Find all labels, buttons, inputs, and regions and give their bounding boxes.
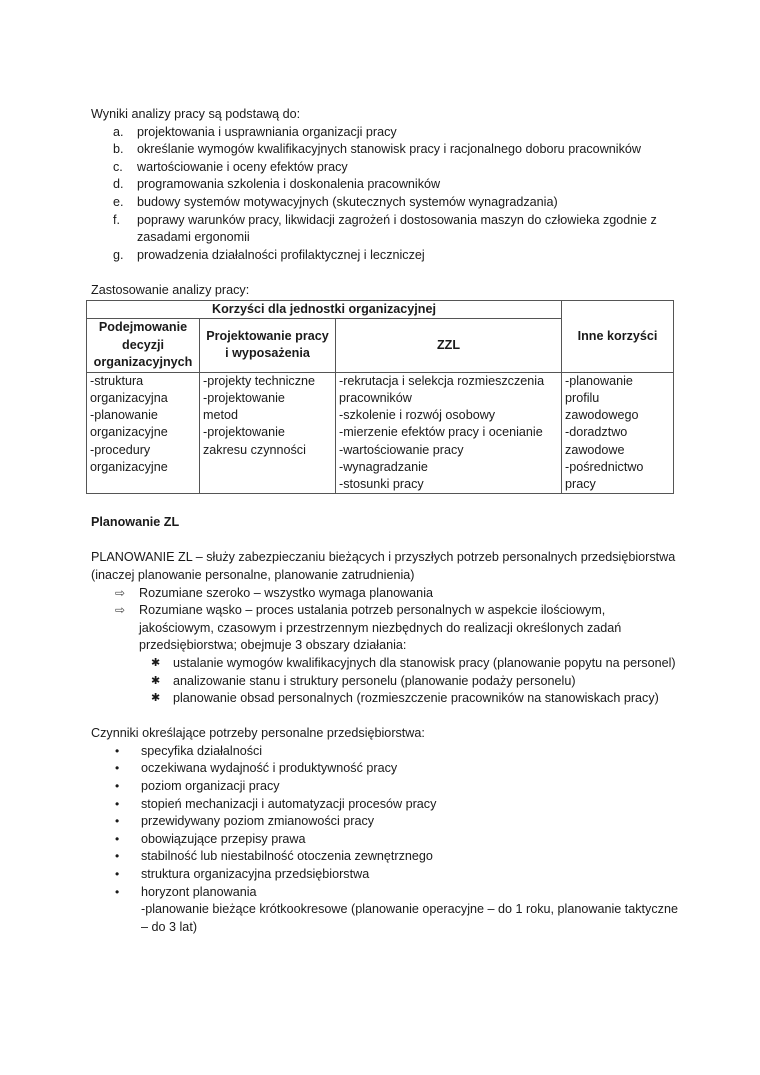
list-item: b. określanie wymogów kwalifikacyjnych stanowisk pracy i racjonalnego doboru pracowników — [91, 141, 681, 159]
list-item: f. poprawy warunków pracy, likwidacji zagrożeń i dostosowania maszyn do człowieka zgodnie z zasadami ergonomii — [91, 212, 681, 247]
sub-item-text: -planowanie bieżące krótkookresowe (planowanie operacyjne – do 1 roku, planowanie taktyczne – do 3 lat) — [141, 902, 678, 934]
list-marker: c. — [113, 159, 123, 174]
asterisk-icon: ✱ — [151, 692, 161, 705]
list-marker: f. — [113, 212, 120, 227]
bullet-icon: • — [115, 743, 120, 758]
list-item: ⇨ Rozumiane szeroko – wszystko wymaga planowania — [91, 585, 681, 603]
bullet-icon: • — [115, 779, 120, 794]
list-item: • przewidywany poziom zmianowości pracy — [91, 813, 681, 831]
list-item: • stabilność lub niestabilność otoczenia zewnętrznego — [91, 848, 681, 866]
list-item: e. budowy systemów motywacyjnych (skutecznych systemów wynagradzania) — [91, 194, 681, 212]
table-caption: Zastosowanie analizy pracy: — [91, 282, 250, 297]
column-header: ZZL — [336, 318, 562, 372]
list-item: • poziom organizacji pracy — [91, 778, 681, 796]
list-item: • struktura organizacyjna przedsiębiorstwa — [91, 866, 681, 884]
arrow-list — [91, 585, 681, 655]
bullet-icon: • — [115, 814, 120, 829]
list-item: • horyzont planowania -planowanie bieżące krótkookresowe (planowanie operacyjne – do 1 roku, planowanie taktyczne – do 3 lat) — [91, 884, 681, 937]
list-item: • oczekiwana wydajność i produktywność pracy — [91, 760, 681, 778]
table-cell: -rekrutacja i selekcja rozmieszczenia pracowników -szkolenie i rozwój osobowy -mierzenie efektów pracy i ocenianie -wartościowanie pracy -wynagradzanie -stosunki pracy — [336, 372, 562, 493]
arrow-right-icon: ⇨ — [115, 585, 126, 600]
bullet-icon: • — [115, 884, 120, 899]
bullet-icon: • — [115, 796, 120, 811]
list-item: d. programowania szkolenia i doskonalenia pracowników — [91, 176, 681, 194]
list-item: ✱ planowanie obsad personalnych (rozmieszczenie pracowników na stanowiskach pracy) — [91, 690, 681, 708]
list-item: • specyfika działalności — [91, 743, 681, 761]
list-marker: g. — [113, 247, 124, 262]
arrow-right-icon: ⇨ — [115, 603, 126, 618]
list-item: g. prowadzenia działalności profilaktycznej i leczniczej — [91, 247, 681, 265]
list-item: a. projektowania i usprawniania organizacji pracy — [91, 124, 681, 142]
list-item: • obowiązujące przepisy prawa — [91, 831, 681, 849]
analysis-table — [86, 300, 674, 495]
bullet-list — [91, 743, 681, 937]
bullet-icon: • — [115, 831, 120, 846]
bullet-icon: • — [115, 849, 120, 864]
column-header: Projektowanie pracy i wyposażenia — [200, 318, 336, 372]
list-marker: a. — [113, 124, 124, 139]
table-cell: -projekty techniczne -projektowanie metod -projektowanie zakresu czynności — [200, 372, 336, 493]
section-heading: Planowanie ZL — [91, 515, 180, 530]
asterisk-icon: ✱ — [151, 656, 161, 669]
list-marker: e. — [113, 194, 124, 209]
intro-text: Wyniki analizy pracy są podstawą do: — [91, 107, 301, 121]
table-row — [87, 372, 674, 493]
group-header: Korzyści dla jednostki organizacyjnej — [87, 300, 562, 318]
list-marker: d. — [113, 177, 124, 192]
table-cell: -struktura organizacyjna -planowanie organizacyjne -procedury organizacyjne — [87, 372, 200, 493]
list-item: • stopień mechanizacji i automatyzacji procesów pracy — [91, 796, 681, 814]
table-cell: -planowanie profilu zawodowego -doradztwo zawodowe -pośrednictwo pracy — [562, 372, 674, 493]
definition-text: PLANOWANIE ZL – służy zabezpieczaniu bieżących i przyszłych potrzeb personalnych przedsiębiorstwa (inaczej planowanie personalne, planowanie zatrudnienia) — [91, 550, 676, 582]
star-list — [91, 655, 681, 708]
list-item: c. wartościowanie i oceny efektów pracy — [91, 159, 681, 177]
list-item: ✱ ustalanie wymogów kwalifikacyjnych dla stanowisk pracy (planowanie popytu na personel) — [91, 655, 681, 673]
column-header: Podejmowanie decyzji organizacyjnych — [87, 318, 200, 372]
column-header: Inne korzyści — [562, 300, 674, 372]
asterisk-icon: ✱ — [151, 674, 161, 687]
bullet-icon: • — [115, 761, 120, 776]
list-item: ⇨ Rozumiane wąsko – proces ustalania potrzeb personalnych w aspekcie ilościowym, jakościowym, czasowym i przestrzennym niezbędnych do realizacji określonych zadań przedsiębiorstwa; obejmuje 3 obszary działania: — [91, 602, 681, 655]
factors-intro: Czynniki określające potrzeby personalne przedsiębiorstwa: — [91, 726, 425, 741]
list-marker: b. — [113, 142, 124, 157]
document-page — [91, 106, 681, 936]
list-item: ✱ analizowanie stanu i struktury personelu (planowanie podaży personelu) — [91, 673, 681, 691]
bullet-icon: • — [115, 867, 120, 882]
alpha-list — [91, 124, 681, 265]
